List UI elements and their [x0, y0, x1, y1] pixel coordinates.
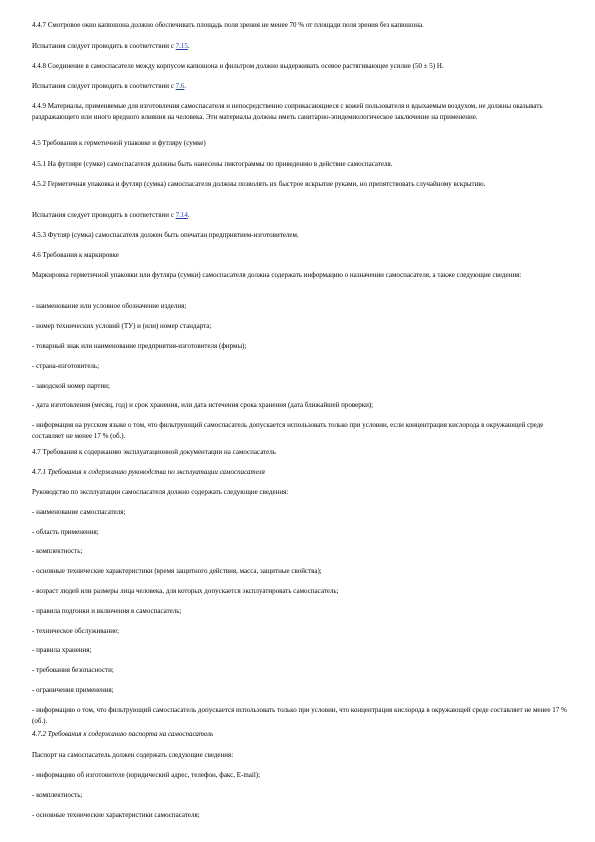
list-item	[32, 626, 568, 637]
paragraph-tail: .	[187, 42, 190, 50]
paragraph-4-5-3	[32, 230, 568, 241]
paragraph-4-5-2	[32, 179, 568, 190]
section-heading-4-5	[32, 138, 568, 149]
list-item	[32, 606, 568, 617]
subsection-heading-4-7-1	[32, 467, 568, 478]
manual-intro	[32, 487, 568, 498]
heading-text: 4.7 Требования к содержанию эксплуатационной документации на самоспасатель	[32, 448, 276, 456]
list-item	[32, 665, 568, 676]
list-item-text: - страна-изготовитель;	[32, 362, 100, 370]
list-item	[32, 770, 568, 781]
paragraph-text: Испытания следует проводить в соответствии с	[32, 82, 176, 90]
section-heading-4-6	[32, 250, 568, 261]
paragraph-text: 4.4.8 Соединение в самоспасателе между корпусом капюшона и фильтром должно выдерживать осевое растягивающее усилие (50 ± 5) Н.	[32, 62, 444, 70]
list-item	[32, 810, 568, 821]
marking-intro	[32, 270, 568, 281]
list-item-text: - наименование или условное обозначение изделия;	[32, 302, 187, 310]
link-7-14[interactable]: 7.14	[175, 211, 188, 219]
list-item-text: - комплектность;	[32, 547, 83, 555]
heading-text: 4.7.1 Требования к содержанию руководства по эксплуатации самоспасателя	[32, 468, 265, 476]
list-item	[32, 507, 568, 518]
list-item	[32, 566, 568, 577]
paragraph-text: 4.5.1 На футляре (сумке) самоспасателя должны быть нанесены пиктограммы по приведению в действие самоспасателя.	[32, 160, 393, 168]
list-item-text: - возраст людей или размеры лица человека, для которых допускается эксплуатировать самоспасатель;	[32, 587, 339, 595]
list-item-text: - требования безопасности;	[32, 666, 114, 674]
heading-text: 4.6 Требования к маркировке	[32, 251, 119, 259]
list-item	[32, 586, 568, 597]
list-item-text: - правила хранения;	[32, 646, 92, 654]
paragraph-text: 4.4.9 Материалы, применяемые для изготовления самоспасателя и непосредственно соприкасающиеся с кожей пользователя и вдыхаемым воздухом, не должны оказывать раздражающего или иного вредного влияния на человека. Эти материалы должны иметь санитарно-эпидемиологическое заключение на применение.	[32, 102, 543, 121]
list-item-text: - заводской номер партии;	[32, 382, 110, 390]
link-7-6[interactable]: 7.6	[175, 82, 185, 90]
paragraph-4-4-7	[32, 20, 568, 31]
passport-intro	[32, 750, 568, 761]
paragraph-text: 4.5.3 Футляр (сумка) самоспасателя должен быть опечатан предприятием-изготовителем.	[32, 231, 299, 239]
list-item	[32, 400, 568, 411]
section-heading-4-7	[32, 447, 568, 458]
list-item-text: - основные технические характеристики (время защитного действия, масса, защитные свойства);	[32, 567, 322, 575]
paragraph-text: Испытания следует проводить в соответствии с	[32, 211, 176, 219]
paragraph-4-4-8	[32, 61, 568, 72]
subsection-heading-4-7-2	[32, 729, 568, 740]
list-item-text: - область применения;	[32, 528, 99, 536]
paragraph-tail: .	[184, 82, 187, 90]
paragraph-text: 4.4.7 Смотровое окно капюшона должно обеспечивать площадь поля зрения не менее 70 % от площади поля зрения без капюшона.	[32, 21, 424, 29]
list-item-text: - информацию об изготовителе (юридический адрес, телефон, факс, E-mail);	[32, 771, 261, 779]
list-item	[32, 645, 568, 656]
list-item-text: - правила подгонки и включения в самоспасатель;	[32, 607, 182, 615]
paragraph-4-5-1	[32, 159, 568, 170]
list-item	[32, 381, 568, 392]
list-item-text: - номер технических условий (ТУ) и (или) номер стандарта;	[32, 322, 212, 330]
paragraph-text: Испытания следует проводить в соответствии с	[32, 42, 176, 50]
paragraph-text: Руководство по эксплуатации самоспасателя должно содержать следующие сведения:	[32, 488, 289, 496]
list-item-text: - основные технические характеристики самоспасателя;	[32, 811, 200, 819]
link-7-15[interactable]: 7.15	[175, 42, 188, 50]
heading-text: 4.7.2 Требования к содержанию паспорта на самоспасатель	[32, 730, 214, 738]
list-item-text: - техническое обслуживание;	[32, 627, 120, 635]
list-item	[32, 790, 568, 801]
list-item-text: - дата изготовления (месяц, год) и срок хранения, или дата истечения срока хранения (дата ближайшей проверки);	[32, 401, 374, 409]
list-item-text: - информация на русском языке о том, что фильтрующий самоспасатель допускается использовать только при условии, если концентрация кислорода в окружающей среде составляет не менее 17 % (об.).	[32, 421, 544, 440]
test-reference	[32, 210, 568, 221]
list-item	[32, 546, 568, 557]
list-item	[32, 361, 568, 372]
list-item	[32, 685, 568, 696]
list-item-text: - ограничения применения;	[32, 686, 114, 694]
heading-text: 4.5 Требования к герметичной упаковке и футляру (сумке)	[32, 139, 206, 147]
list-item-text: - информацию о том, что фильтрующий самоспасатель допускается использовать только при условии, что концентрация кислорода в окружающей среде составляет не менее 17 % (об.).	[32, 706, 567, 725]
paragraph-text: Паспорт на самоспасатель должен содержать следующие сведения:	[32, 751, 234, 759]
test-reference	[32, 41, 568, 52]
list-item	[32, 301, 568, 312]
list-item-text: - товарный знак или наименование предприятия-изготовителя (фирмы);	[32, 342, 247, 350]
list-item-text: - наименование самоспасателя;	[32, 508, 126, 516]
list-item	[32, 527, 568, 538]
list-item	[32, 705, 568, 726]
paragraph-4-4-9	[32, 101, 568, 122]
list-item	[32, 420, 568, 441]
list-item	[32, 341, 568, 352]
list-item	[32, 321, 568, 332]
test-reference	[32, 81, 568, 92]
paragraph-text: Маркировка герметичной упаковки или футляра (сумки) самоспасателя должна содержать информацию о назначении самоспасателя, а также следующие сведения:	[32, 271, 522, 279]
paragraph-text: 4.5.2 Герметичная упаковка и футляр (сумка) самоспасателя должны позволять их быстрое вскрытие руками, но препятствовать случайному вскрытию.	[32, 180, 486, 188]
list-item-text: - комплектность;	[32, 791, 83, 799]
paragraph-tail: .	[187, 211, 190, 219]
